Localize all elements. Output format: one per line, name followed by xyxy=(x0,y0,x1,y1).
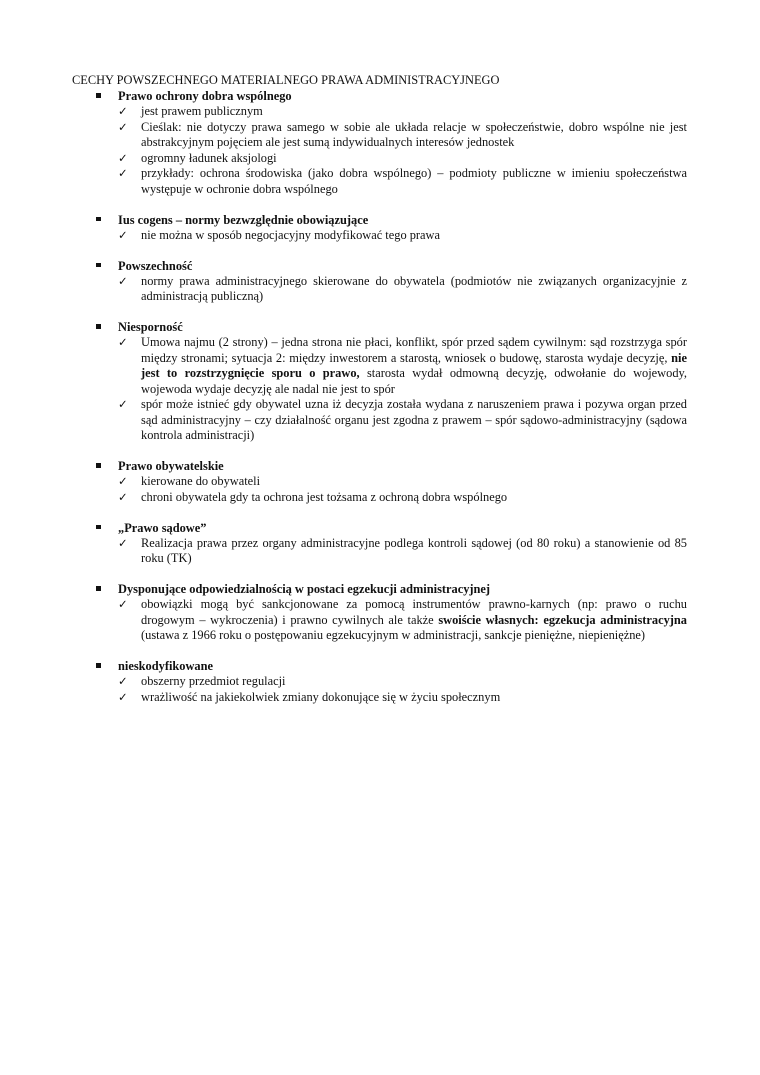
section-heading-text: Ius cogens – normy bezwzględnie obowiązujące xyxy=(118,212,369,227)
text-run: starosta wydał odmowną decyzję, odwołanie do wojewody, wojewoda wydaje decyzję ale nadal nie jest to spór xyxy=(141,366,688,396)
section-heading xyxy=(0,212,760,228)
list-item-text xyxy=(141,151,277,165)
section-heading xyxy=(0,258,760,274)
text-run: Umowa najmu (2 strony) – jedna strona nie płaci, konflikt, spór przed sądem cywilnym: sąd rozstrzyga spór między stronami; sytuacja 2: między inwestorem a starostą, wniosek o budowę, starosta wydaje decyzję, xyxy=(141,335,687,365)
section-heading xyxy=(0,458,760,474)
list-item xyxy=(0,166,687,197)
list-item xyxy=(0,490,687,506)
check-list xyxy=(0,104,760,197)
section xyxy=(0,319,760,444)
section xyxy=(0,458,760,505)
list-item-text xyxy=(141,104,263,118)
text-run: obowiązki mogą być sankcjonowane za pomocą instrumentów prawno-karnych (np: prawo o ruchu drogowym – wykroczenia) i prawno cywilnych ale także xyxy=(141,597,687,627)
list-item-text xyxy=(141,335,687,396)
section-heading-text: Prawo obywatelskie xyxy=(118,459,224,473)
list-item-text xyxy=(141,120,687,150)
check-list xyxy=(0,228,760,244)
text-run: ogromny ładunek aksjologi xyxy=(141,150,277,165)
list-item-text xyxy=(141,274,687,304)
section-heading xyxy=(0,88,760,104)
section-heading-text: Powszechność xyxy=(118,258,193,273)
check-list xyxy=(0,674,760,705)
square-bullet-icon xyxy=(96,217,101,222)
bold-text-run: nie jest to rozstrzygnięcie sporu o prawo, xyxy=(141,350,687,380)
checkmark-icon: ✓ xyxy=(118,474,128,488)
section-heading xyxy=(0,581,760,597)
section-heading xyxy=(0,658,760,674)
check-list xyxy=(0,474,760,505)
checkmark-icon: ✓ xyxy=(118,104,128,118)
section-heading-text: Niesporność xyxy=(118,320,183,334)
checkmark-icon: ✓ xyxy=(118,119,128,134)
check-list xyxy=(0,274,760,305)
checkmark-icon: ✓ xyxy=(118,597,128,611)
text-run: wrażliwość na jakiekolwiek zmiany dokonujące się w życiu społecznym xyxy=(141,689,501,704)
checkmark-icon: ✓ xyxy=(118,335,128,349)
list-item-text xyxy=(141,690,500,704)
list-item xyxy=(0,474,687,490)
text-run: jest prawem publicznym xyxy=(141,104,263,118)
checkmark-icon: ✓ xyxy=(118,397,128,411)
check-list xyxy=(0,335,760,444)
checkmark-icon: ✓ xyxy=(118,689,128,704)
section-heading xyxy=(0,319,760,335)
text-run: (ustawa z 1966 roku o postępowaniu egzekucyjnym w administracji, sankcje pieniężne, niepieniężne) xyxy=(141,628,646,642)
text-run: spór może istnieć gdy obywatel uzna iż decyzja została wydana z naruszeniem prawa i pozywa organ przed sąd administracyjny – czy działalność organu jest zgodna z prawem – spór sądowo-administracyjny (sądowa kontrola administracji) xyxy=(141,397,687,442)
section xyxy=(0,581,760,644)
list-item xyxy=(0,151,687,167)
list-item xyxy=(0,104,687,120)
section xyxy=(0,520,760,567)
section-heading-text: nieskodyfikowane xyxy=(118,659,214,673)
text-run: nie można w sposób negocjacyjny modyfikować tego prawa xyxy=(141,227,441,242)
text-run: kierowane do obywateli xyxy=(141,474,261,488)
square-bullet-icon xyxy=(96,525,101,530)
list-item xyxy=(0,228,687,244)
section-heading-text: Prawo ochrony dobra wspólnego xyxy=(118,89,292,103)
text-run: przykłady: ochrona środowiska (jako dobra wspólnego) – podmioty publiczne w imieniu społeczeństwa występuje w ochronie dobra wspólnego xyxy=(141,166,687,196)
document-title: CECHY POWSZECHNEGO MATERIALNEGO PRAWA ADMINISTRACYJNEGO xyxy=(72,73,500,87)
checkmark-icon: ✓ xyxy=(118,166,128,180)
list-item-text xyxy=(141,228,440,242)
square-bullet-icon xyxy=(96,324,101,329)
section-heading xyxy=(0,520,760,536)
section xyxy=(0,658,760,705)
list-item xyxy=(0,674,687,690)
text-run: normy prawa administracyjnego skierowane do obywatela (podmiotów nie związanych organizacyjnie z administracją publiczną) xyxy=(141,273,687,303)
square-bullet-icon xyxy=(96,586,101,591)
list-item xyxy=(0,120,687,151)
text-run: Realizacja prawa przez organy administracyjne podlega kontroli sądowej (od 80 roku) a stanowienie od 85 roku (TK) xyxy=(141,535,687,565)
list-item xyxy=(0,335,687,397)
list-item-text xyxy=(141,397,687,442)
list-item-text xyxy=(141,490,507,504)
section xyxy=(0,212,760,244)
list-item xyxy=(0,597,687,644)
square-bullet-icon xyxy=(96,93,101,98)
list-item-text xyxy=(141,674,286,688)
list-item xyxy=(0,536,687,567)
check-list xyxy=(0,536,760,567)
text-run: chroni obywatela gdy ta ochrona jest tożsama z ochroną dobra wspólnego xyxy=(141,489,508,504)
text-run: Cieślak: nie dotyczy prawa samego w sobie ale układa relacje w społeczeństwie, dobro wspólne nie jest abstrakcyjnym pojęciem ale jest sumą indywidualnych interesów jednostek xyxy=(141,119,687,149)
square-bullet-icon xyxy=(96,463,101,468)
checkmark-icon: ✓ xyxy=(118,150,128,165)
square-bullet-icon xyxy=(96,663,101,668)
text-run: obszerny przedmiot regulacji xyxy=(141,674,286,688)
square-bullet-icon xyxy=(96,263,101,268)
sections-container xyxy=(0,88,760,720)
section-heading-text: „Prawo sądowe” xyxy=(118,520,207,535)
list-item xyxy=(0,274,687,305)
checkmark-icon: ✓ xyxy=(118,674,128,688)
list-item-text xyxy=(141,474,260,488)
section xyxy=(0,258,760,305)
checkmark-icon: ✓ xyxy=(118,489,128,504)
list-item-text xyxy=(141,597,687,642)
list-item-text xyxy=(141,166,687,196)
list-item xyxy=(0,397,687,444)
section xyxy=(0,88,760,197)
checkmark-icon: ✓ xyxy=(118,227,128,242)
bold-text-run: swoiście własnych: egzekucja administracyjna xyxy=(438,612,687,627)
list-item xyxy=(0,690,687,706)
checkmark-icon: ✓ xyxy=(118,273,128,288)
check-list xyxy=(0,597,760,644)
list-item-text xyxy=(141,536,687,566)
section-heading-text: Dysponujące odpowiedzialnością w postaci egzekucji administracyjnej xyxy=(118,582,491,596)
checkmark-icon: ✓ xyxy=(118,535,128,550)
